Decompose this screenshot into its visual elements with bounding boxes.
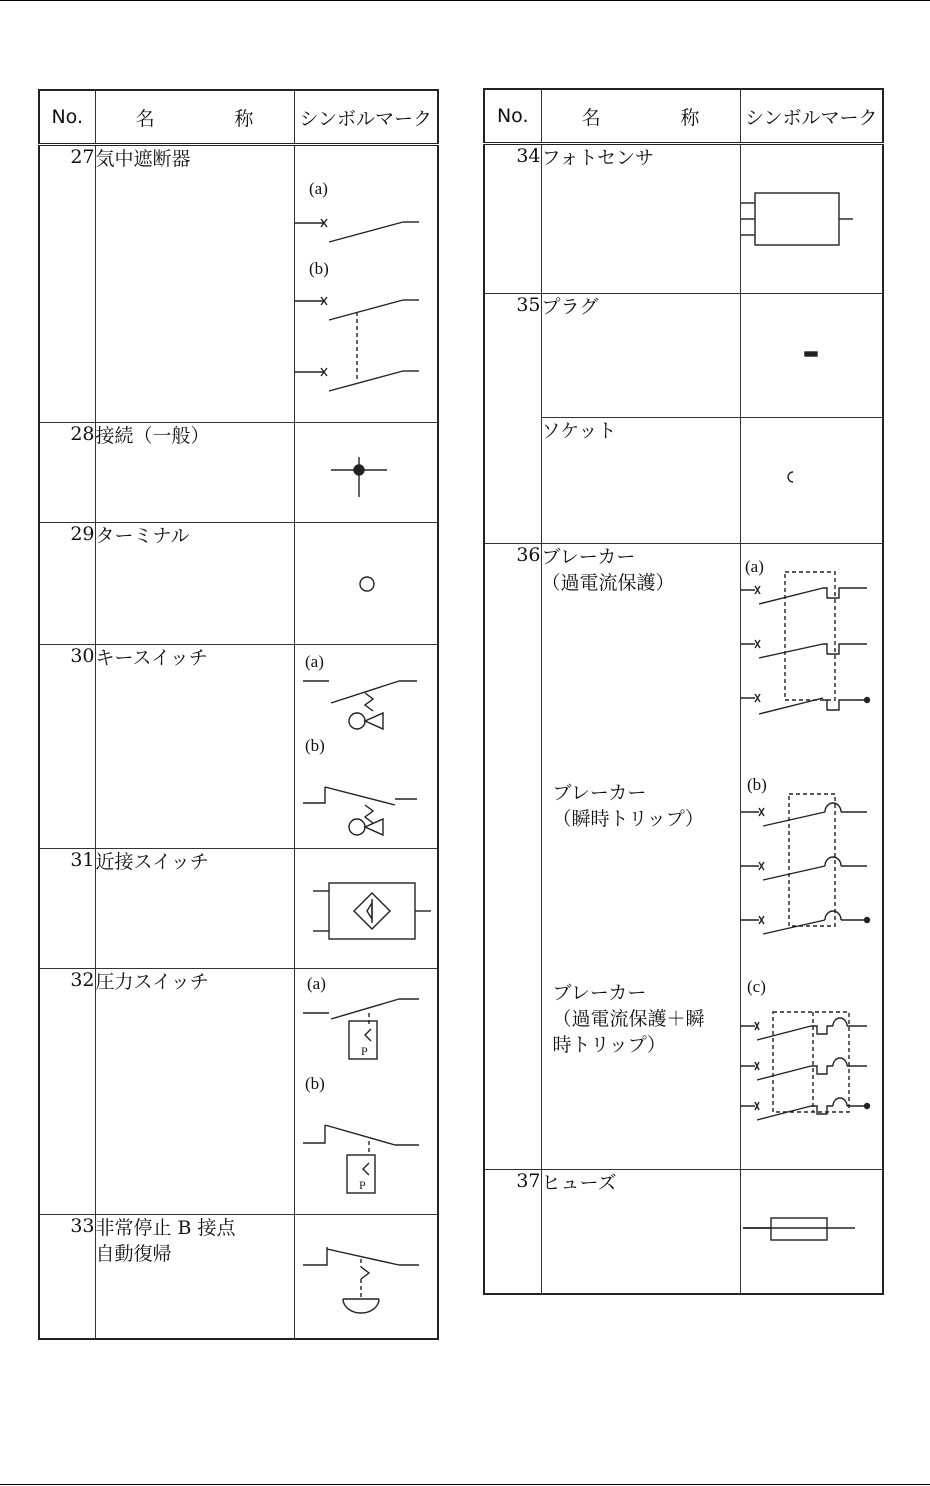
header-no: No. xyxy=(39,90,95,145)
table-row xyxy=(39,523,438,645)
header-name: 名 称 xyxy=(95,90,294,145)
emergency-stop-b-contact-symbol xyxy=(294,1215,438,1339)
row-number: 27 xyxy=(39,145,95,423)
row-name: ヒューズ xyxy=(541,1170,740,1294)
row-number: 35 xyxy=(484,294,541,544)
table-row xyxy=(484,144,883,294)
row-name: 気中遮断器 xyxy=(95,145,294,423)
table-row xyxy=(39,1215,438,1339)
row-name: フォトセンサ xyxy=(541,144,740,294)
variant-label: (c) xyxy=(746,977,766,996)
row-name: 近接スイッチ xyxy=(95,849,294,969)
row-number: 28 xyxy=(39,423,95,523)
terminal-symbol xyxy=(294,523,438,645)
top-rule xyxy=(0,0,930,1)
socket-symbol xyxy=(740,418,883,544)
table-row xyxy=(39,849,438,969)
pressure-switch-symbol xyxy=(294,969,438,1215)
pressure-p-text: P xyxy=(358,1178,366,1192)
row-number: 33 xyxy=(39,1215,95,1339)
row-name: 非常停止 B 接点 自動復帰 xyxy=(95,1215,294,1339)
table-header-row xyxy=(39,90,438,145)
row-number: 32 xyxy=(39,969,95,1215)
breaker-symbol xyxy=(740,544,883,1170)
table-row xyxy=(484,294,883,418)
variant-label: (b) xyxy=(304,736,325,755)
variant-label: (b) xyxy=(746,775,767,794)
variant-label: (a) xyxy=(306,974,326,993)
symbol-table-right xyxy=(483,88,884,1295)
row-name: プラグ xyxy=(541,294,740,418)
symbol-table-left xyxy=(38,89,439,1340)
pressure-p-text: P xyxy=(360,1044,368,1058)
row-name: キースイッチ xyxy=(95,645,294,849)
header-symbol: シンボルマーク xyxy=(294,90,438,145)
proximity-switch-symbol xyxy=(294,849,438,969)
header-symbol: シンボルマーク xyxy=(740,89,883,144)
bottom-rule xyxy=(0,1484,930,1485)
table-row xyxy=(484,544,883,1170)
row-name: 圧力スイッチ xyxy=(95,969,294,1215)
row-number: 36 xyxy=(484,544,541,1170)
table-row xyxy=(39,423,438,523)
header-no: No. xyxy=(484,89,541,144)
row-number: 37 xyxy=(484,1170,541,1294)
variant-label: (b) xyxy=(304,1074,325,1093)
table-row xyxy=(39,645,438,849)
row-name: ブレーカー （過電流保護） ブレーカー （瞬時トリップ） ブレーカー （過電流保護＋瞬 時トリップ） xyxy=(541,544,740,1170)
variant-label: (a) xyxy=(304,652,324,671)
connection-general-symbol xyxy=(294,423,438,523)
row-name: 接続（一般） xyxy=(95,423,294,523)
row-number: 34 xyxy=(484,144,541,294)
breaker-instant-trip-name: ブレーカー （瞬時トリップ） xyxy=(552,782,704,830)
variant-label: (a) xyxy=(308,179,328,198)
key-switch-symbol xyxy=(294,645,438,849)
plug-symbol xyxy=(740,294,883,418)
breaker-combined-name: ブレーカー （過電流保護＋瞬 時トリップ） xyxy=(552,982,705,1056)
table-row xyxy=(484,418,883,544)
air-circuit-breaker-symbol xyxy=(294,145,438,423)
fuse-symbol xyxy=(740,1170,883,1294)
table-row xyxy=(484,1170,883,1294)
row-name: ソケット xyxy=(541,418,740,544)
variant-label: (b) xyxy=(308,259,329,278)
table-row xyxy=(39,145,438,423)
row-number: 31 xyxy=(39,849,95,969)
row-name: ターミナル xyxy=(95,523,294,645)
table-header-row xyxy=(484,89,883,144)
table-row xyxy=(39,969,438,1215)
row-number: 29 xyxy=(39,523,95,645)
row-number: 30 xyxy=(39,645,95,849)
header-name: 名 称 xyxy=(541,89,740,144)
photo-sensor-symbol xyxy=(740,144,883,294)
variant-label: (a) xyxy=(744,557,764,576)
